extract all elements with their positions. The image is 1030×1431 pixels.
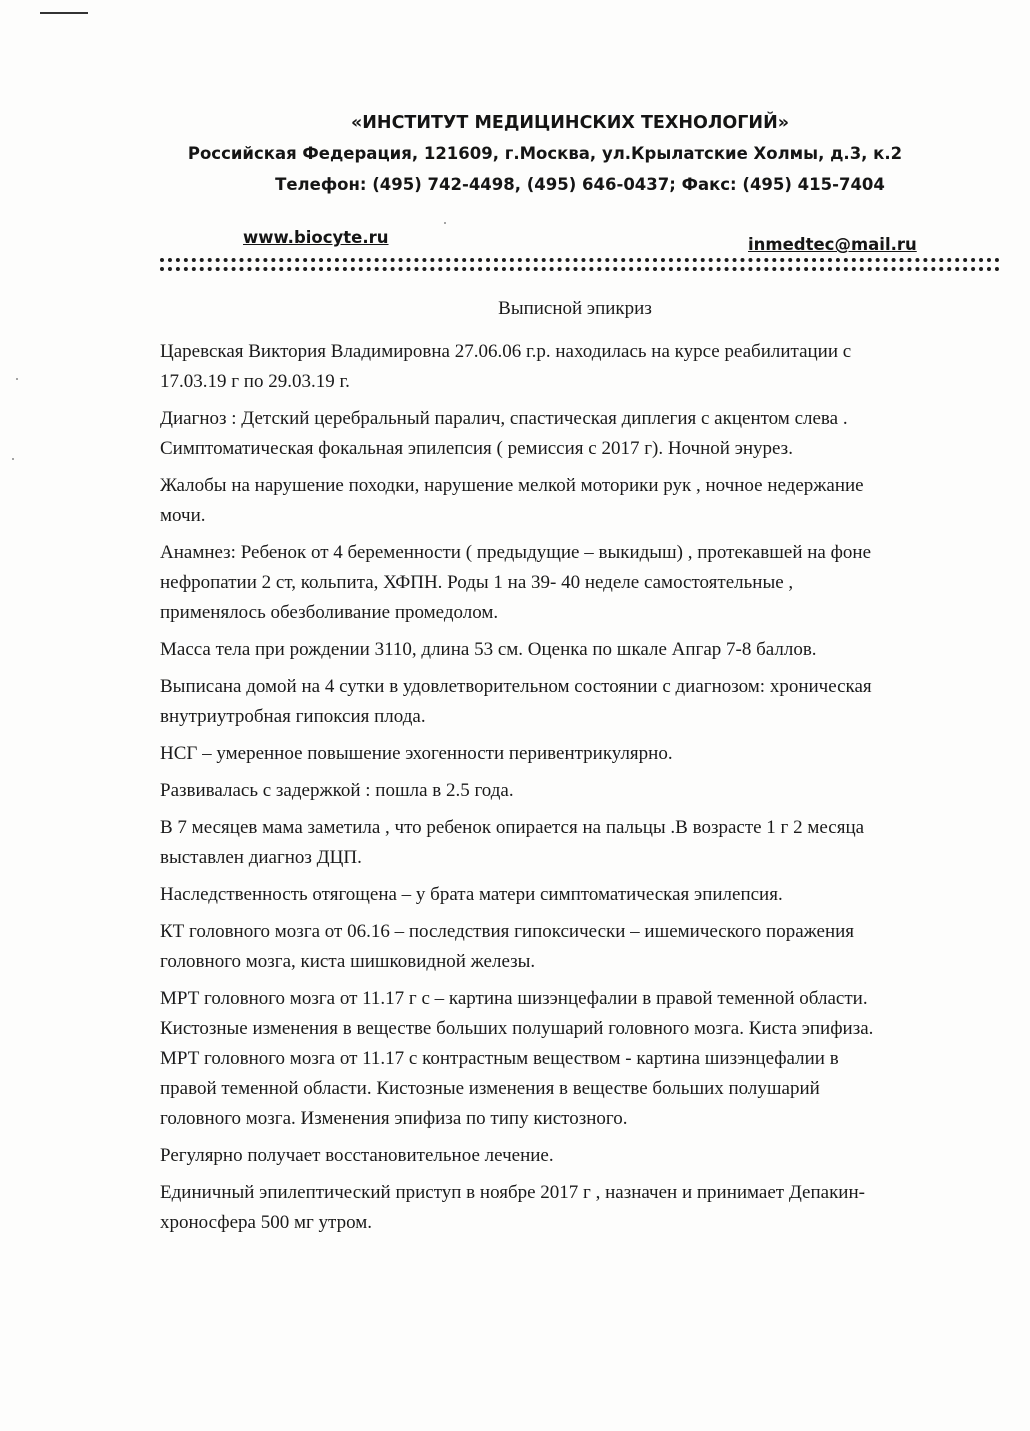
scan-speck bbox=[16, 378, 18, 380]
text-line: нефропатии 2 ст, кольпита, ХФПН. Роды 1 на 39- 40 неделе самостоятельные , bbox=[160, 572, 794, 593]
text-line: Царевская Виктория Владимировна 27.06.06 г.р. находилась на курсе реабилитации с bbox=[160, 341, 852, 362]
document-title: Выписной эпикриз bbox=[498, 298, 652, 319]
document-body bbox=[160, 295, 990, 1245]
paragraph bbox=[160, 1141, 990, 1171]
scan-speck bbox=[12, 458, 14, 460]
paragraph bbox=[160, 538, 990, 628]
text-line: Выписана домой на 4 сутки в удовлетворительном состоянии с диагнозом: хроническая bbox=[160, 676, 872, 697]
text-line: Регулярно получает восстановительное лечение. bbox=[160, 1145, 554, 1166]
paragraph bbox=[160, 917, 990, 977]
text-line: хроносфера 500 мг утром. bbox=[160, 1212, 372, 1233]
scan-mark bbox=[40, 12, 88, 14]
header-divider bbox=[160, 258, 1000, 262]
text-line: МРТ головного мозга от 11.17 г с – картина шизэнцефалии в правой теменной области. bbox=[160, 988, 868, 1009]
text-line: Диагноз : Детский церебральный паралич, спастическая диплегия с акцентом слева . bbox=[160, 408, 848, 429]
text-line: Жалобы на нарушение походки, нарушение мелкой моторики рук , ночное недержание bbox=[160, 475, 864, 496]
text-line: В 7 месяцев мама заметила , что ребенок опирается на пальцы .В возрасте 1 г 2 месяца bbox=[160, 817, 865, 838]
text-line: выставлен диагноз ДЦП. bbox=[160, 847, 362, 868]
website-link[interactable]: www.biocyte.ru bbox=[243, 228, 389, 247]
text-line: Развивалась с задержкой : пошла в 2.5 года. bbox=[160, 780, 514, 801]
paragraph bbox=[160, 1178, 990, 1238]
text-line: головного мозга. Изменения эпифиза по типу кистозного. bbox=[160, 1108, 628, 1129]
text-line: НСГ – умеренное повышение эхогенности перивентрикулярно. bbox=[160, 743, 673, 764]
paragraph bbox=[160, 984, 990, 1134]
organization-phones: Телефон: (495) 742-4498, (495) 646-0437; Факс: (495) 415-7404 bbox=[275, 175, 885, 194]
paragraph bbox=[160, 880, 990, 910]
organization-address: Российская Федерация, 121609, г.Москва, ул.Крылатские Холмы, д.3, к.2 bbox=[187, 144, 903, 163]
text-line: Симптоматическая фокальная эпилепсия ( ремиссия с 2017 г). Ночной энурез. bbox=[160, 438, 793, 459]
letterhead bbox=[0, 108, 1030, 200]
text-line: Анамнез: Ребенок от 4 беременности ( предыдущие – выкидыш) , протекавшей на фоне bbox=[160, 542, 871, 563]
text-line: применялось обезболивание промедолом. bbox=[160, 602, 499, 623]
paragraph bbox=[160, 471, 990, 531]
text-line: правой теменной области. Кистозные изменения в веществе больших полушарий bbox=[160, 1078, 820, 1099]
paragraph bbox=[160, 672, 990, 732]
email-link[interactable]: inmedtec@mail.ru bbox=[748, 235, 917, 254]
text-line: Единичный эпилептический приступ в ноябре 2017 г , назначен и принимает Депакин- bbox=[160, 1182, 865, 1203]
text-line: внутриутробная гипоксия плода. bbox=[160, 706, 426, 727]
text-line: МРТ головного мозга от 11.17 с контрастным веществом - картина шизэнцефалии в bbox=[160, 1048, 839, 1069]
paragraph bbox=[160, 776, 990, 806]
header-divider bbox=[160, 267, 1000, 271]
paragraph bbox=[160, 635, 990, 665]
text-line: Кистозные изменения в веществе больших полушарий головного мозга. Киста эпифиза. bbox=[160, 1018, 874, 1039]
paragraph bbox=[160, 739, 990, 769]
text-line: мочи. bbox=[160, 505, 206, 526]
text-line: 17.03.19 г по 29.03.19 г. bbox=[160, 371, 350, 392]
scan-speck bbox=[444, 222, 446, 224]
text-line: Масса тела при рождении 3110, длина 53 см. Оценка по шкале Апгар 7-8 баллов. bbox=[160, 639, 817, 660]
paragraph bbox=[160, 813, 990, 873]
text-line: Наследственность отягощена – у брата матери симптоматическая эпилепсия. bbox=[160, 884, 783, 905]
organization-name: «ИНСТИТУТ МЕДИЦИНСКИХ ТЕХНОЛОГИЙ» bbox=[350, 113, 790, 133]
paragraph bbox=[160, 404, 990, 464]
text-line: головного мозга, киста шишковидной железы. bbox=[160, 951, 536, 972]
text-line: КТ головного мозга от 06.16 – последствия гипоксически – ишемического поражения bbox=[160, 921, 855, 942]
paragraph-list bbox=[160, 337, 990, 1238]
paragraph bbox=[160, 337, 990, 397]
